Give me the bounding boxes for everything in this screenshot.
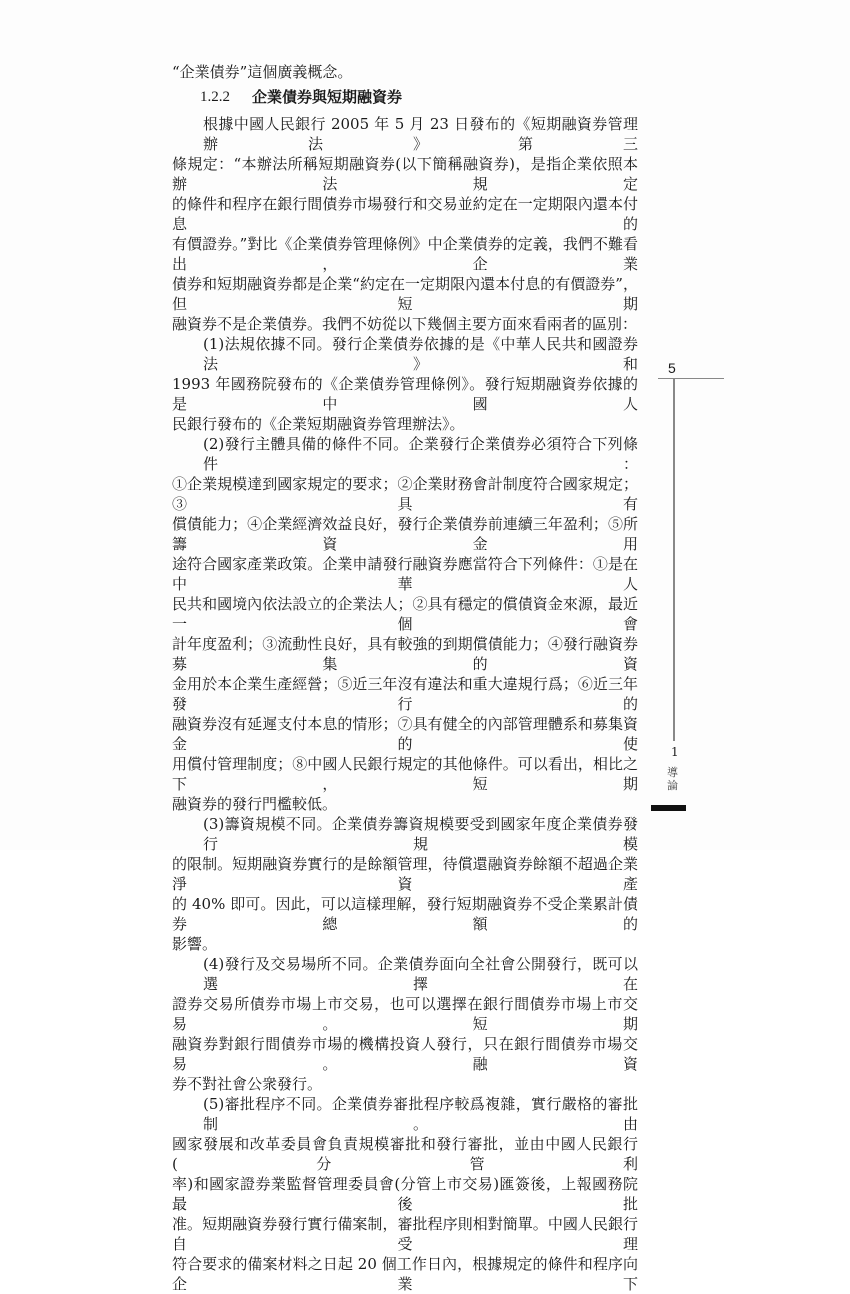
- text-line: 的 40% 即可。因此，可以這樣理解，發行短期融資券不受企業累計債券總額的: [172, 895, 638, 933]
- paragraph: [172, 954, 638, 1094]
- section-title: 企業債券與短期融資券: [252, 88, 403, 106]
- text-line: 償債能力；④企業經濟效益良好，發行企業債券前連續三年盈利；⑤所籌資金用: [172, 515, 638, 553]
- text-line: 的條件和程序在銀行間債券市場發行和交易並約定在一定期限內還本付息的: [172, 195, 638, 233]
- text-line: ①企業規模達到國家規定的要求；②企業財務會計制度符合國家規定；③具有: [172, 475, 638, 513]
- text-line: 債券和短期融資券都是企業“約定在一定期限內還本付息的有價證券”，但短期: [172, 275, 638, 313]
- text-line: 用償付管理制度；⑧中國人民銀行規定的其他條件。可以看出，相比之下，短期: [172, 755, 638, 793]
- text-line: 融資券不是企業債券。我們不妨從以下幾個主要方面來看兩者的區別：: [172, 315, 638, 333]
- chapter-number: 1: [671, 745, 679, 759]
- text-line: 國家發展和改革委員會負責規模審批和發行審批，並由中國人民銀行(分管利: [172, 1135, 638, 1173]
- text-line: 民共和國境內依法設立的企業法人；②具有穩定的償債資金來源，最近一個會: [172, 595, 638, 633]
- text-line: 融資券沒有延遲支付本息的情形；⑦具有健全的內部管理體系和募集資金的使: [172, 715, 638, 753]
- text-line: 符合要求的備案材料之日起 20 個工作日內，根據規定的條件和程序向企業下: [172, 1255, 638, 1293]
- text-line: 影響。: [172, 935, 218, 953]
- paragraphs: [172, 114, 638, 1294]
- text-line: 券不對社會公衆發行。: [172, 1075, 323, 1093]
- text-line: (4)發行及交易場所不同。企業債券面向全社會公開發行，既可以選擇在: [203, 955, 638, 993]
- text-line: (1)法規依據不同。發行企業債券依據的是《中華人民共和國證券法》和: [203, 335, 638, 373]
- text-line: 的限制。短期融資券實行的是餘額管理，待償還融資券餘額不超過企業淨資產: [172, 855, 638, 893]
- paragraph: [172, 114, 638, 334]
- text-line: 准。短期融資券發行實行備案制，審批程序則相對簡單。中國人民銀行自受理: [172, 1215, 638, 1253]
- text-line: 有價證券。”對比《企業債券管理條例》中企業債券的定義，我們不難看出，企業: [172, 235, 638, 273]
- text-line: 率)和國家證券業監督管理委員會(分管上市交易)匯簽後，上報國務院最後批: [172, 1175, 638, 1213]
- text-line: 融資券的發行門檻較低。: [172, 795, 338, 813]
- paragraph: [172, 334, 638, 434]
- text-line: 途符合國家產業政策。企業申請發行融資券應當符合下列條件：①是在中華人: [172, 555, 638, 593]
- margin-horizontal-rule: [658, 378, 724, 379]
- paragraph: [172, 814, 638, 954]
- text-line: (5)審批程序不同。企業債券審批程序較爲複雜，實行嚴格的審批制。由: [203, 1095, 638, 1133]
- opening-line: “企業債券”這個廣義概念。: [172, 63, 353, 81]
- text-line: (3)籌資規模不同。企業債券籌資規模要受到國家年度企業債券發行規模: [203, 815, 638, 853]
- text-line: 金用於本企業生產經營；⑤近三年沒有違法和重大違規行爲；⑥近三年發行的: [172, 675, 638, 713]
- body-text: [172, 62, 638, 1294]
- section-number: 1.2.2: [200, 89, 230, 105]
- text-line: 計年度盈利；③流動性良好，具有較強的到期償債能力；④發行融資券募集的資: [172, 635, 638, 673]
- text-line: 融資券對銀行間債券市場的機構投資人發行，只在銀行間債券市場交易。融資: [172, 1035, 638, 1073]
- text-line: 1993 年國務院發布的《企業債券管理條例》。發行短期融資券依據的是中國人: [172, 375, 638, 413]
- text-line: 證券交易所債券市場上市交易，也可以選擇在銀行間債券市場上市交易。短期: [172, 995, 638, 1033]
- text-line: 條規定：“本辦法所稱短期融資券(以下簡稱融資券)，是指企業依照本辦法規定: [172, 155, 638, 193]
- text-line: 根據中國人民銀行 2005 年 5 月 23 日發布的《短期融資券管理辦法》第三: [203, 115, 638, 153]
- section-heading: [172, 84, 638, 110]
- page-number: 5: [668, 360, 676, 376]
- chapter-title: 導論: [667, 766, 678, 792]
- text-line: 民銀行發布的《企業短期融資券管理辦法》。: [172, 415, 465, 433]
- margin-vertical-rule: [673, 378, 675, 741]
- text-line: (2)發行主體具備的條件不同。企業發行企業債券必須符合下列條件：: [203, 435, 638, 473]
- chapter-tab-bar: [651, 805, 686, 811]
- paragraph: [172, 1094, 638, 1294]
- paragraph: [172, 434, 638, 814]
